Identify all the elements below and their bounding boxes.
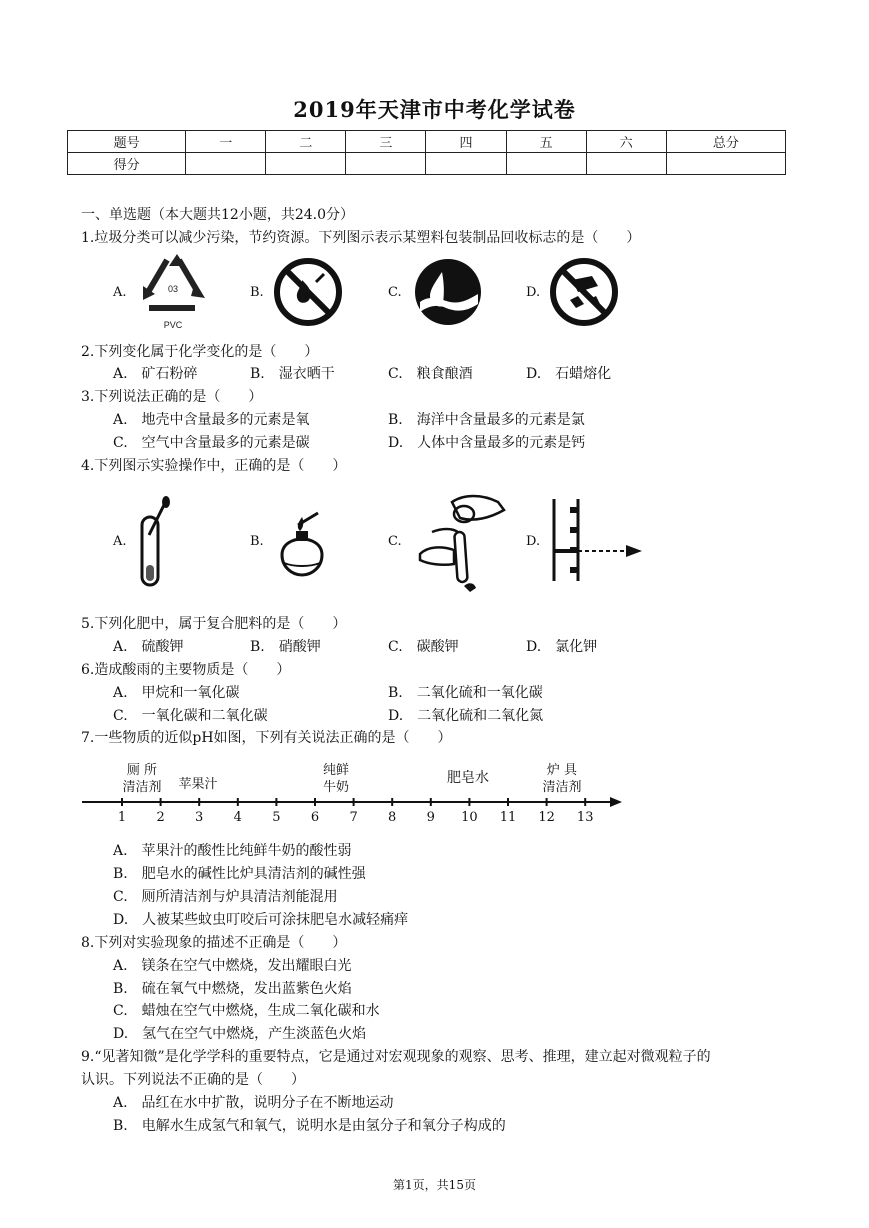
alcohol-lamp-icon (272, 505, 332, 580)
q8-option-c: C. 蜡烛在空气中燃烧，生成二氧化碳和水 (113, 1003, 380, 1019)
pouring-reagent-icon (412, 488, 512, 598)
ph-tick-label: 6 (310, 810, 320, 825)
q2-option-d: D. 石蜡熔化 (526, 366, 612, 382)
q5-option-a: A. 硫酸钾 (113, 639, 184, 655)
score-header-cell: 四 (426, 131, 506, 153)
recycle-code: 03 (167, 284, 179, 294)
q6-option-c: C. 一氧化碳和二氧化碳 (113, 708, 268, 724)
score-cell (506, 153, 586, 175)
q4-label-a: A. (113, 534, 127, 549)
page-title: 2019年天津市中考化学试卷 (293, 97, 576, 122)
ph-scale-diagram (80, 754, 625, 830)
question-3-stem: 3.下列说法正确的是（ ） (81, 389, 263, 405)
q6-option-d: D. 二氧化硫和二氧化氮 (388, 708, 544, 724)
score-table (67, 130, 786, 175)
score-header-cell: 五 (506, 131, 586, 153)
question-5-stem: 5.下列化肥中，属于复合肥料的是（ ） (81, 616, 347, 632)
recycle-pvc-text: PVC (163, 320, 183, 330)
ph-label-stove-line1: 炉 具 (546, 763, 578, 778)
no-fire-sign-icon (272, 256, 344, 328)
score-header-cell: 六 (586, 131, 666, 153)
no-littering-sign-icon (548, 256, 620, 328)
q3-option-c: C. 空气中含量最多的元素是碳 (113, 435, 310, 451)
ph-label-soap: 肥皂水 (447, 769, 489, 785)
question-4-stem: 4.下列图示实验操作中，正确的是（ ） (81, 458, 347, 474)
ph-axis-arrow-icon (610, 797, 622, 807)
score-table-score-row (68, 153, 786, 175)
q3-option-d: D. 人体中含量最多的元素是钙 (388, 435, 586, 451)
ph-label-apple: 苹果汁 (178, 777, 218, 792)
score-cell (346, 153, 426, 175)
score-cell (186, 153, 266, 175)
ph-label-toilet-line1: 厕 所 (126, 763, 158, 778)
score-table-header-row (68, 131, 786, 153)
ph-tick-label: 11 (499, 810, 517, 825)
q5-option-d: D. 氯化钾 (526, 639, 598, 655)
score-cell (586, 153, 666, 175)
section-heading: 一、单选题（本大题共12小题，共24.0分） (81, 207, 354, 223)
page-footer: 第1页，共15页 (393, 1178, 476, 1192)
score-header-cell: 三 (346, 131, 426, 153)
ph-tick-label: 13 (576, 810, 594, 825)
ph-tick-label: 3 (195, 810, 204, 825)
q4-label-b: B. (250, 534, 264, 549)
score-header-cell: 二 (266, 131, 346, 153)
ph-label-milk-line1: 纯鲜 (322, 763, 350, 778)
q8-option-d: D. 氢气在空气中燃烧，产生淡蓝色火焰 (113, 1026, 367, 1042)
q7-option-b: B. 肥皂水的碱性比炉具清洁剂的碱性强 (113, 866, 366, 882)
q4-label-d: D. (526, 534, 541, 549)
reading-graduated-cylinder-icon (548, 495, 648, 585)
q1-label-b: B. (250, 285, 264, 300)
q9-option-a: A. 品红在水中扩散，说明分子在不断地运动 (113, 1095, 394, 1111)
q1-label-c: C. (388, 285, 402, 300)
question-9-stem-line2: 认识。下列说法不正确的是（ ） (81, 1072, 305, 1088)
test-tube-dropper-icon (135, 495, 175, 590)
score-cell (666, 153, 785, 175)
ph-tick-label: 10 (461, 810, 478, 825)
ph-label-stove-line2: 清洁剂 (542, 780, 582, 795)
score-header-cell: 一 (186, 131, 266, 153)
ph-tick-label: 12 (538, 810, 555, 825)
water-drop-sign-icon (412, 256, 484, 328)
q2-option-c: C. 粮食酿酒 (388, 366, 473, 382)
ph-tick-label: 9 (426, 810, 435, 825)
score-header-cell: 总分 (666, 131, 785, 153)
question-7-stem: 7.一些物质的近似pH如图，下列有关说法正确的是（ ） (81, 730, 452, 746)
q7-option-a: A. 苹果汁的酸性比纯鲜牛奶的酸性弱 (113, 843, 352, 859)
ph-tick-label: 1 (117, 810, 127, 825)
ph-tick-label: 4 (233, 810, 242, 825)
ph-tick-label: 7 (349, 810, 358, 825)
q4-label-c: C. (388, 534, 402, 549)
question-2-stem: 2.下列变化属于化学变化的是（ ） (81, 344, 319, 360)
score-cell (426, 153, 506, 175)
q7-option-c: C. 厕所清洁剂与炉具清洁剂能混用 (113, 889, 338, 905)
q3-option-b: B. 海洋中含量最多的元素是氯 (388, 412, 585, 428)
ph-label-milk-line2: 牛奶 (322, 780, 350, 795)
question-8-stem: 8.下列对实验现象的描述不正确是（ ） (81, 935, 347, 951)
question-1-stem: 1.垃圾分类可以减少污染，节约资源。下列图示表示某塑料包装制品回收标志的是（ ） (81, 230, 641, 246)
q5-option-c: C. 碳酸钾 (388, 639, 459, 655)
score-cell (266, 153, 346, 175)
question-9-stem-line1: 9.“见著知微”是化学学科的重要特点，它是通过对宏观现象的观察、思考、推理，建立起对微观粒子的 (81, 1049, 711, 1065)
q2-option-a: A. 矿石粉碎 (113, 366, 198, 382)
ph-tick-label: 2 (156, 810, 165, 825)
q3-option-a: A. 地壳中含量最多的元素是氧 (113, 412, 310, 428)
recycle-symbol-icon (133, 252, 213, 332)
q9-option-b: B. 电解水生成氢气和氧气，说明水是由氢分子和氧分子构成的 (113, 1118, 506, 1134)
q6-option-b: B. 二氧化硫和一氧化碳 (388, 685, 543, 701)
q6-option-a: A. 甲烷和一氧化碳 (113, 685, 240, 701)
ph-tick-label: 8 (388, 810, 397, 825)
q7-option-d: D. 人被某些蚊虫叮咬后可涂抹肥皂水减轻痛痒 (113, 912, 409, 928)
q8-option-a: A. 镁条在空气中燃烧，发出耀眼白光 (113, 958, 352, 974)
ph-tick-label: 5 (272, 810, 281, 825)
question-6-stem: 6.造成酸雨的主要物质是（ ） (81, 662, 291, 678)
q5-option-b: B. 硝酸钾 (250, 639, 321, 655)
score-row-label: 得分 (68, 153, 186, 175)
q1-label-a: A. (113, 285, 127, 300)
q2-option-b: B. 湿衣晒干 (250, 366, 335, 382)
q8-option-b: B. 硫在氧气中燃烧，发出蓝紫色火焰 (113, 981, 352, 997)
ph-label-toilet-line2: 清洁剂 (122, 780, 162, 795)
score-header-cell: 题号 (68, 131, 186, 153)
q1-label-d: D. (526, 285, 541, 300)
